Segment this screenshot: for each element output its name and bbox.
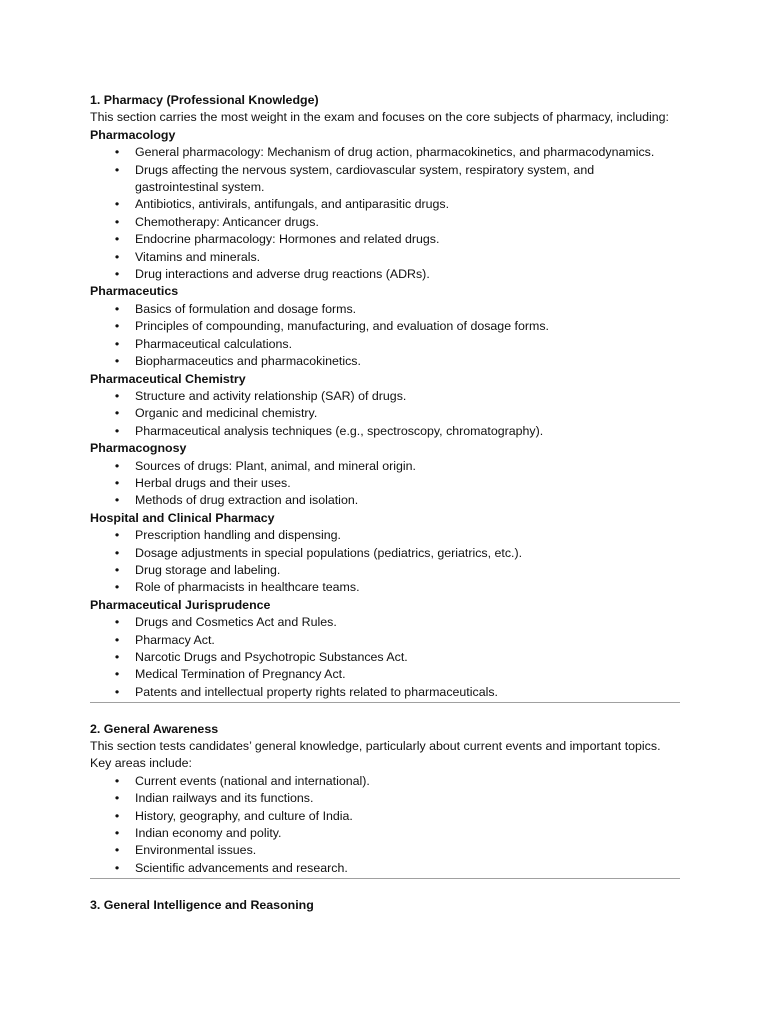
bullet-icon: • (114, 145, 120, 160)
bullet-icon: • (114, 475, 120, 490)
list-item-text: Patents and intellectual property rights related to pharmaceuticals. (135, 684, 498, 699)
bullet-icon: • (114, 354, 120, 369)
pharmaceutical-chemistry-list (90, 388, 680, 440)
bullet-icon: • (114, 493, 120, 508)
bullet-icon: • (114, 197, 120, 212)
bullet-icon: • (114, 632, 120, 647)
bullet-icon: • (114, 388, 120, 403)
general-awareness-list (90, 773, 680, 877)
list-item-text: Scientific advancements and research. (135, 860, 348, 875)
section-1-title: 1. Pharmacy (Professional Knowledge) (90, 93, 319, 107)
list-item-text: Pharmaceutical analysis techniques (e.g., spectroscopy, chromatography). (135, 423, 544, 438)
list-item-text: Narcotic Drugs and Psychotropic Substances Act. (135, 650, 408, 664)
pharmaceutical-jurisprudence-list (90, 614, 680, 701)
list-item-text: Chemotherapy: Anticancer drugs. (135, 214, 319, 229)
list-item (90, 266, 680, 283)
bullet-icon: • (114, 232, 120, 247)
subsection-heading-pharmacology: Pharmacology (90, 127, 176, 142)
list-item (90, 405, 680, 422)
list-item-text: Environmental issues. (135, 843, 257, 858)
list-item-text: Drugs and Cosmetics Act and Rules. (135, 615, 337, 630)
pharmacology-list (90, 144, 680, 283)
subsection-heading-pharmaceutics: Pharmaceutics (90, 284, 179, 299)
list-item (90, 649, 680, 666)
list-item-text: Prescription handling and dispensing. (135, 528, 341, 543)
bullet-icon: • (114, 843, 120, 858)
bullet-icon: • (114, 860, 120, 875)
list-item-text: Sources of drugs: Plant, animal, and mineral origin. (135, 458, 416, 473)
list-item (90, 144, 680, 161)
list-item (90, 825, 680, 842)
bullet-icon: • (114, 773, 120, 788)
list-item-text: Current events (national and international). (135, 773, 370, 788)
bullet-icon: • (114, 319, 120, 334)
section-2-title: 2. General Awareness (90, 721, 219, 736)
list-item (90, 562, 680, 579)
bullet-icon: • (114, 301, 120, 316)
bullet-icon: • (114, 615, 120, 630)
section-3-title: 3. General Intelligence and Reasoning (90, 897, 314, 912)
bullet-icon: • (114, 684, 120, 699)
list-item-text: General pharmacology: Mechanism of drug action, pharmacokinetics, and pharmacodynamics. (135, 145, 655, 160)
list-item-text: Drugs affecting the nervous system, cardiovascular system, respiratory system, and gastrointestinal system. (135, 162, 595, 195)
list-item (90, 860, 680, 877)
bullet-icon: • (114, 406, 120, 421)
bullet-icon: • (114, 545, 120, 560)
bullet-icon: • (114, 791, 120, 806)
list-item (90, 458, 680, 475)
list-item (90, 301, 680, 318)
list-item-text: Indian economy and polity. (135, 826, 282, 841)
list-item (90, 318, 680, 335)
spacer (90, 703, 680, 720)
bullet-icon: • (114, 667, 120, 682)
pharmacognosy-list (90, 458, 680, 510)
list-item-text: Medical Termination of Pregnancy Act. (135, 667, 346, 682)
list-item-text: Vitamins and minerals. (135, 249, 261, 264)
subsection-heading-hospital-clinical-pharmacy: Hospital and Clinical Pharmacy (90, 510, 275, 525)
list-item-text: Role of pharmacists in healthcare teams. (135, 580, 360, 595)
list-item (90, 249, 680, 266)
list-item (90, 527, 680, 544)
bullet-icon: • (114, 267, 120, 282)
subsection-heading-pharmaceutical-chemistry: Pharmaceutical Chemistry (90, 371, 246, 386)
spacer (90, 879, 680, 896)
list-item-text: Pharmaceutical calculations. (135, 336, 293, 351)
subsection-heading-pharmaceutical-jurisprudence: Pharmaceutical Jurisprudence (90, 597, 271, 612)
section-2-intro: This section tests candidates’ general knowledge, particularly about current events and important topics. Key areas include: (90, 739, 661, 771)
list-item (90, 614, 680, 631)
list-item (90, 545, 680, 562)
list-item-text: Drug storage and labeling. (135, 562, 281, 577)
list-item-text: Herbal drugs and their uses. (135, 475, 291, 490)
list-item (90, 790, 680, 807)
list-item (90, 162, 680, 197)
list-item-text: Drug interactions and adverse drug reactions (ADRs). (135, 267, 430, 282)
bullet-icon: • (114, 458, 120, 473)
bullet-icon: • (114, 214, 120, 229)
bullet-icon: • (114, 580, 120, 595)
list-item-text: History, geography, and culture of India. (135, 808, 353, 823)
list-item (90, 808, 680, 825)
bullet-icon: • (114, 650, 120, 664)
list-item (90, 632, 680, 649)
bullet-icon: • (114, 562, 120, 577)
list-item-text: Methods of drug extraction and isolation. (135, 493, 359, 508)
list-item (90, 196, 680, 213)
bullet-icon: • (114, 336, 120, 351)
section-1-intro: This section carries the most weight in the exam and focuses on the core subjects of pharmacy, including: (90, 110, 669, 125)
list-item (90, 388, 680, 405)
list-item-text: Pharmacy Act. (135, 632, 215, 647)
bullet-icon: • (114, 808, 120, 823)
list-item-text: Structure and activity relationship (SAR) of drugs. (135, 388, 407, 403)
list-item-text: Endocrine pharmacology: Hormones and related drugs. (135, 232, 440, 247)
list-item (90, 666, 680, 683)
list-item (90, 579, 680, 596)
subsection-heading-pharmacognosy: Pharmacognosy (90, 441, 187, 456)
list-item (90, 214, 680, 231)
list-item (90, 773, 680, 790)
list-item-text: Organic and medicinal chemistry. (135, 406, 318, 421)
list-item-text: Principles of compounding, manufacturing, and evaluation of dosage forms. (135, 319, 549, 334)
list-item (90, 423, 680, 440)
pharmaceutics-list (90, 301, 680, 371)
list-item (90, 492, 680, 509)
list-item (90, 842, 680, 859)
hospital-clinical-pharmacy-list (90, 527, 680, 597)
list-item (90, 475, 680, 492)
bullet-icon: • (114, 528, 120, 543)
list-item (90, 353, 680, 370)
bullet-icon: • (114, 826, 120, 841)
list-item-text: Dosage adjustments in special populations (pediatrics, geriatrics, etc.). (135, 545, 523, 560)
document-page (90, 92, 680, 914)
bullet-icon: • (114, 423, 120, 438)
bullet-icon: • (114, 162, 120, 177)
bullet-icon: • (114, 249, 120, 264)
list-item (90, 336, 680, 353)
list-item (90, 231, 680, 248)
list-item-text: Indian railways and its functions. (135, 791, 314, 806)
list-item-text: Biopharmaceutics and pharmacokinetics. (135, 354, 361, 369)
list-item-text: Antibiotics, antivirals, antifungals, and antiparasitic drugs. (135, 197, 450, 212)
list-item-text: Basics of formulation and dosage forms. (135, 301, 357, 316)
list-item (90, 684, 680, 701)
